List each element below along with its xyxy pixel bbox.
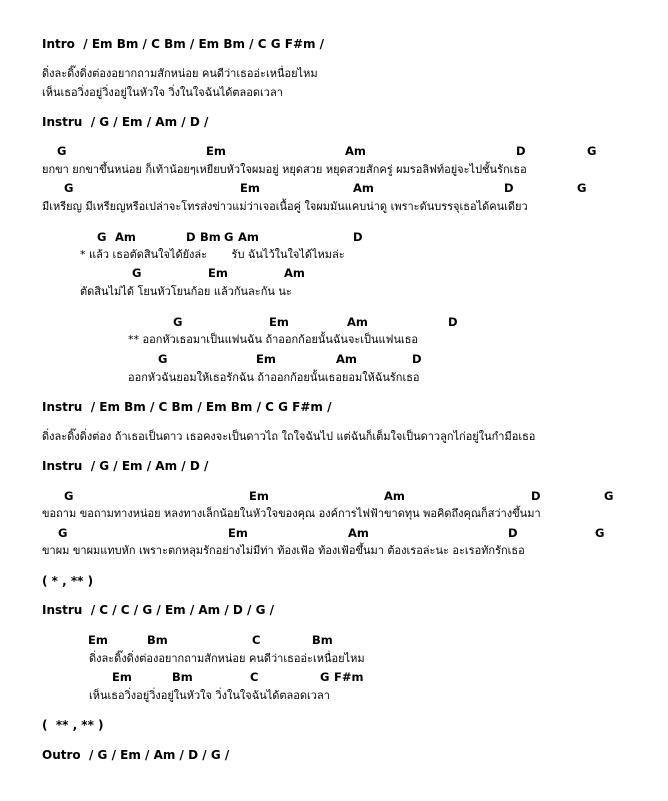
chord: D [516,144,526,158]
chord: D [412,352,422,366]
chord: G [64,181,74,195]
chord: D [448,315,458,329]
chord: Em [269,315,289,329]
chord: Am [238,230,259,244]
repeat-marker-1: ( * , ** ) [42,574,94,588]
chord: Bm [200,230,221,244]
instru-line-3: Instru / G / Em / Am / D / [42,459,209,473]
chord: D [353,230,363,244]
chord: Em [249,489,269,503]
verse3-lyric-2: ขาผม ขาผมแทบหัก เพราะตกหลุมรักอย่างไม่มีท่า ท้องเฟ้อ ท้องเฟ้อขึ้นมา ต้องเรอล่ะนะ อะเรอทักรักเธอ [42,544,525,557]
chord: G [320,670,330,684]
pre-chorus-lyric-1: * แล้ว เธอตัดสินใจได้ยังล่ะ รับ ฉันไว้ในใจได้ไหมล่ะ [80,248,345,261]
verse1-lyric-1: ดิ่งละดิ๊งดิ่งต่องอยากถามสักหน่อย คนดีว่าเธออ่ะเหนื่อยไหม [42,67,318,80]
chord: G [587,144,597,158]
chord: Am [336,352,357,366]
chord: Am [353,181,374,195]
chord: G [97,230,107,244]
chorus-lyric-2: ออกหัวฉันยอมให้เธอรักฉัน ถ้าออกก้อยนั้นเธอยอมให้ฉันรักเธอ [128,371,420,384]
instru-line-2: Instru / Em Bm / C Bm / Em Bm / C G F#m / [42,400,332,414]
chord: G [158,352,168,366]
chord: Em [240,181,260,195]
instru-line-4: Instru / C / C / G / Em / Am / D / G / [42,603,275,617]
chord: G [577,181,587,195]
instru-line-1: Instru / G / Em / Am / D / [42,115,209,129]
chord: G [595,526,605,540]
pre-chorus-lyric-2: ตัดสินไม่ได้ โยนหัวโยนก้อย แล้วกันละกัน นะ [80,285,292,298]
chord: Am [115,230,136,244]
verse2-lyric-1: ยกขา ยกขาขึ้นหน่อย ก็เท้าน้อยๆเหยียบหัวใจผมอยู่ หยุดสวย หยุดสวยสักครู่ ผมรอลิฟท์อยู่จะไปชั้นรักเธอ [42,163,527,176]
chord: Am [347,315,368,329]
chord: F#m [334,670,364,684]
outro-line: Outro / G / Em / Am / D / G / [42,748,230,762]
verse1-lyric-2: เห็นเธอวิ่งอยู่วิ่งอยู่ในหัวใจ วิ่งในใจฉันได้ตลอดเวลา [42,86,283,99]
chord: Em [208,266,228,280]
chord: Em [256,352,276,366]
chord: Em [228,526,248,540]
chord: D [186,230,196,244]
verse3-lyric-1: ขอถาม ขอถามทางหน่อย หลงทางเล็กน้อยในหัวใจของคุณ องค์การไฟฟ้าขาดทุน พอคิดถึงคุณก็สว่างขึ้นมา [42,507,541,520]
chord: Em [88,633,108,647]
chord: D [504,181,514,195]
chord: Bm [312,633,333,647]
chord: G [173,315,183,329]
chord: C [252,633,261,647]
chord: Am [345,144,366,158]
coda-lyric-2: เห็นเธอวิ่งอยู่วิ่งอยู่ในหัวใจ วิ่งในใจฉันได้ตลอดเวลา [89,689,330,702]
chord: Em [112,670,132,684]
middle-lyric: ดิ่งละดิ๊งดิ่งต่อง ถ้าเธอเป็นดาว เธอคงจะเป็นดาวไถ ใถใจฉันไป แต่ฉันก็เต็มใจเป็นดาวลูกไก่อยู่ในกำมือเธอ [42,430,536,443]
chord: G [132,266,142,280]
chorus-lyric-1: ** ออกหัวเธอมาเป็นแฟนฉัน ถ้าออกก้อยนั้นฉันจะเป็นแฟนเธอ [128,333,419,346]
chord: D [508,526,518,540]
chord: G [224,230,234,244]
chord: Am [384,489,405,503]
chord: Bm [172,670,193,684]
chord: G [57,144,67,158]
intro-line: Intro / Em Bm / C Bm / Em Bm / C G F#m / [42,37,325,51]
coda-lyric-1: ดิ่งละดิ๊งดิ่งต่องอยากถามสักหน่อย คนดีว่าเธออ่ะเหนื่อยไหม [89,652,365,665]
chord: Em [206,144,226,158]
chord: Am [284,266,305,280]
chord: G [58,526,68,540]
repeat-marker-2: ( ** , ** ) [42,718,104,732]
verse2-lyric-2: มีเหรียญ มีเหรียญหรือเปล่าจะโทรส่งข่าวแม่ว่าเจอเนื้อคู่ ใจผมมันแคบน่าดู เพราะดันบรรจุเธอได้คนเดียว [42,200,528,213]
chord: D [531,489,541,503]
chord: Bm [147,633,168,647]
chord: G [64,489,74,503]
chord: Am [348,526,369,540]
chord: G [604,489,614,503]
chord: C [250,670,259,684]
